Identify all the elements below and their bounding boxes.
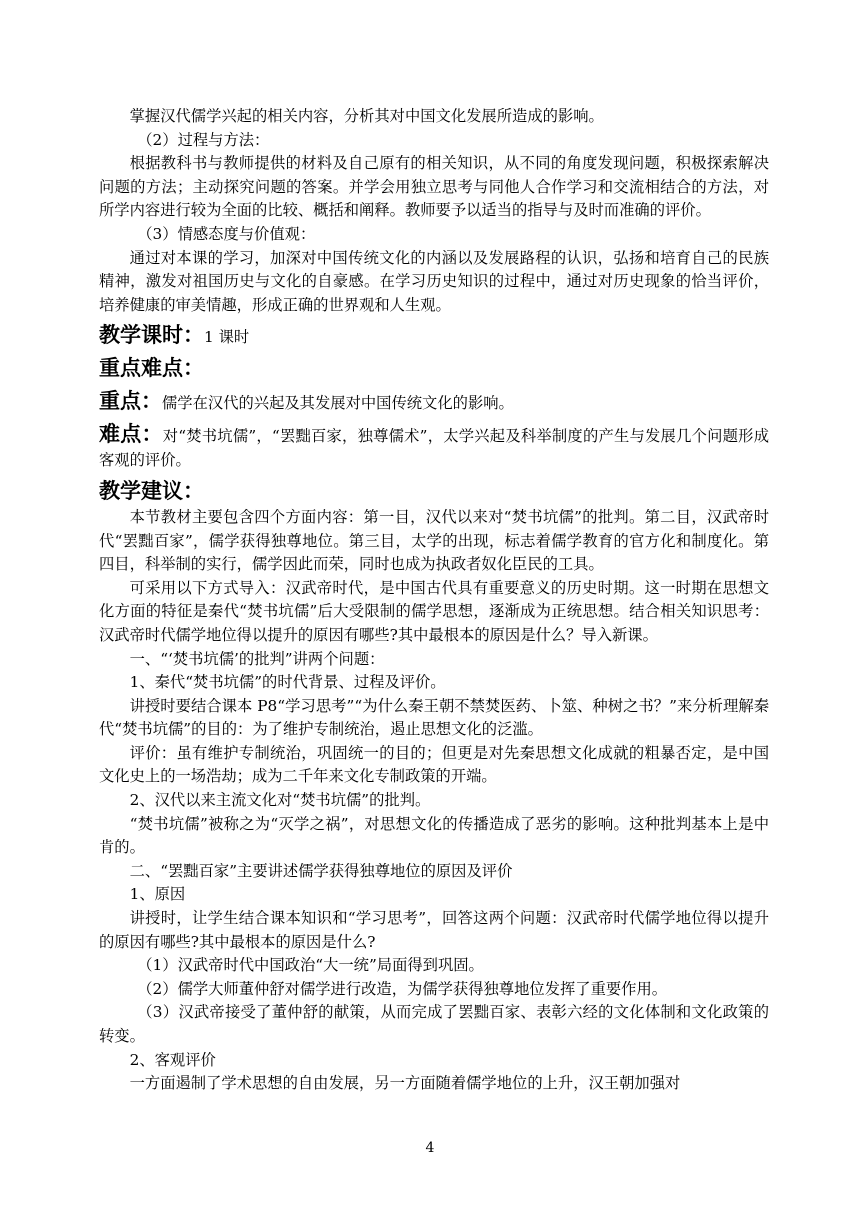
teaching-hours-label: 教学课时： [99,323,204,348]
paragraph: 评价：虽有维护专制统治，巩固统一的目的；但更是对先秦思想文化成就的粗暴否定，是中国文化史上的一场浩劫；成为二千年来文化专制政策的开端。 [99,743,769,786]
paragraph: 根据教科书与教师提供的材料及自己原有的相关知识，从不同的角度发现问题，积极探索解决问题的方法；主动探究问题的答案。并学会用独立思考与同他人合作学习和交流相结合的方法，对所学内容进行较为全面的比较、概括和阐释。教师要予以适当的指导与及时而准确的评价。 [99,154,769,220]
page-content [99,105,769,1096]
key-difficult-label: 重点难点： [99,356,204,381]
key-point [99,386,769,416]
key-point-text: 儒学在汉代的兴起及其发展对中国传统文化的影响。 [162,394,514,413]
paragraph: “焚书坑儒”被称之为“灭学之祸”，对思想文化的传播造成了恶劣的影响。这种批判基本上是中肯的。 [99,814,769,857]
section-subheading: （2）过程与方法： [137,130,270,149]
page-number: 4 [425,1140,435,1156]
list-item: （3）汉武帝接受了董仲舒的献策，从而完成了罢黜百家、表彰六经的文化体制和文化政策的转变。 [99,1003,769,1045]
list-item: （2）儒学大师董仲舒对儒学进行改造，为儒学获得独尊地位发挥了重要作用。 [137,979,668,998]
section-subheading: （3）情感态度与价值观： [137,224,316,243]
difficult-point-text: 对“焚书坑儒”，“罢黜百家，独尊儒术”，太学兴起及科举制度的产生与发展几个问题形成客观的评价。 [99,427,769,470]
key-point-label: 重点： [99,389,162,414]
teaching-hours-value: 1 课时 [204,328,250,347]
paragraph: 本节教材主要包含四个方面内容：第一目，汉代以来对“焚书坑儒”的批判。第二目，汉武帝时代“罢黜百家”，儒学获得独尊地位。第三目，太学的出现，标志着儒学教育的官方化和制度化。第四目，科举制的实行，儒学因此而荣，同时也成为执政者奴化臣民的工具。 [99,507,769,574]
paragraph: 二、“罢黜百家”主要讲述儒学获得独尊地位的原因及评价 [129,861,513,880]
paragraph: 通过对本课的学习，加深对中国传统文化的内涵以及发展路程的认识，弘扬和培育自己的民族精神，激发对祖国历史与文化的自豪感。在学习历史知识的过程中，通过对历史现象的恰当评价，培养健康的审美情趣，形成正确的世界观和人生观。 [99,248,769,314]
paragraph: 1、原因 [129,885,186,904]
paragraph: 掌握汉代儒学兴起的相关内容，分析其对中国文化发展所造成的影响。 [129,107,604,125]
paragraph: 讲授时，让学生结合课本知识和“学习思考”，回答这两个问题：汉武帝时代儒学地位得以提升的原因有哪些?其中最根本的原因是什么? [99,909,769,951]
paragraph: 2、汉代以来主流文化对“焚书坑儒”的批判。 [129,791,431,810]
teaching-hours-heading [99,320,769,350]
teaching-suggestion-heading [99,476,769,506]
difficult-point [99,419,769,473]
list-item: （1）汉武帝时代中国政治“大一统”局面得到巩固。 [137,956,484,975]
paragraph: 2、客观评价 [129,1050,216,1069]
paragraph: 一方面遏制了学术思想的自由发展，另一方面随着儒学地位的上升，汉王朝加强对 [129,1074,681,1093]
paragraph: 1、秦代“焚书坑儒”的时代背景、过程及评价。 [129,673,446,692]
paragraph: 一、“‘焚书坑儒’的批判”讲两个问题： [129,649,385,668]
paragraph: 讲授时要结合课本 P8“学习思考”“为什么秦王朝不禁焚医药、卜筮、种树之书？”来分析理解秦代“焚书坑儒”的目的：为了维护专制统治，遏止思想文化的泛滥。 [99,696,769,739]
difficult-point-label: 难点： [99,422,163,447]
teaching-suggestion-label: 教学建议： [99,478,204,503]
paragraph: 可采用以下方式导入：汉武帝时代，是中国古代具有重要意义的历史时期。这一时期在思想文化方面的特征是秦代“焚书坑儒”后大受限制的儒学思想，逐渐成为正统思想。结合相关知识思考：汉武帝时代儒学地位得以提升的原因有哪些?其中最根本的原因是什么？导入新课。 [99,578,769,644]
key-difficult-heading [99,353,769,383]
